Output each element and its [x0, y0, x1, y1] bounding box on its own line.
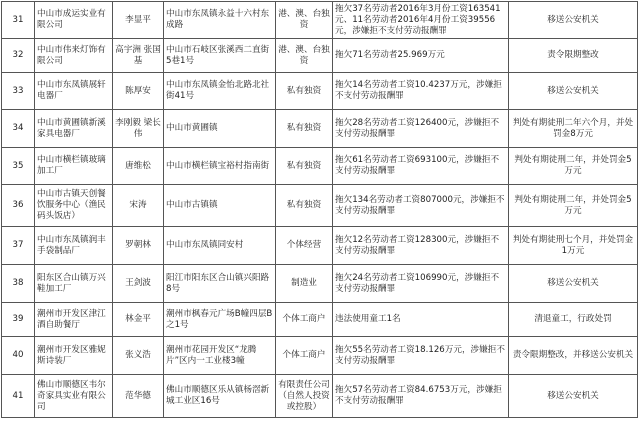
responsible-person: 罗朝林: [113, 227, 164, 265]
table-row: [2, 110, 638, 148]
responsible-person: 范华德: [113, 375, 164, 418]
company-name: 佛山市顺德区韦尔奇家具实业有限公司: [35, 375, 113, 418]
company-name: 中山市黄圃镇新溪家具电器厂: [35, 110, 113, 148]
row-number: 40: [2, 337, 35, 375]
handling-result: 判处有期徒刑二年六个月，并处罚金8万元: [509, 110, 638, 148]
table-row: [2, 73, 638, 110]
table-row: [2, 337, 638, 375]
violation-fact: 违法使用童工1名: [333, 303, 509, 337]
handling-result: 移送公安机关: [509, 2, 638, 39]
violation-fact: 拖欠71名劳动者25.969万元: [333, 39, 509, 73]
company-address: 潮州市枫春元广场B幢四层B之1号: [164, 303, 276, 337]
handling-result: 移送公安机关: [509, 73, 638, 110]
company-address: 中山市横栏镇宝裕村指南街: [164, 148, 276, 185]
violation-fact: 拖欠12名劳动者工资128300元，涉嫌拒不支付劳动报酬罪: [333, 227, 509, 265]
row-number: 37: [2, 227, 35, 265]
company-name: 中山市横栏镇玻璃加工厂: [35, 148, 113, 185]
table-row: [2, 375, 638, 418]
table-row: [2, 227, 638, 265]
company-address: 中山市东凤镇永益十六村东成路: [164, 2, 276, 39]
company-name: 中山市东凤镇润丰手袋制品厂: [35, 227, 113, 265]
company-name: 阳东区合山镇万兴鞋加工厂: [35, 265, 113, 303]
table-row: [2, 148, 638, 185]
company-address: 佛山市顺德区乐从镇杨滘新城工业区16号: [164, 375, 276, 418]
handling-result: 责令限期整改，并移送公安机关: [509, 337, 638, 375]
row-number: 36: [2, 185, 35, 227]
row-number: 33: [2, 73, 35, 110]
company-address: 中山市黄圃镇: [164, 110, 276, 148]
responsible-person: 李显平: [113, 2, 164, 39]
violation-fact: 拖欠55名劳动者工资18.126万元，涉嫌拒不支付劳动报酬罪: [333, 337, 509, 375]
company-address: 中山市东凤镇金怡北路北社街41号: [164, 73, 276, 110]
violation-fact: 拖欠61名劳动者工资693100元，涉嫌拒不支付劳动报酬罪: [333, 148, 509, 185]
responsible-person: 陈厚安: [113, 73, 164, 110]
violation-fact: 拖欠14名劳动者工资10.4237万元，涉嫌拒不支付劳动报酬罪: [333, 73, 509, 110]
row-number: 31: [2, 2, 35, 39]
table-body: [2, 2, 638, 418]
violation-fact: 拖欠28名劳动者工资126400元，涉嫌拒不支付劳动报酬罪: [333, 110, 509, 148]
company-address: 中山市东凤镇同安村: [164, 227, 276, 265]
table-row: [2, 39, 638, 73]
responsible-person: 李刚毅 梁长伟: [113, 110, 164, 148]
responsible-person: 张义浩: [113, 337, 164, 375]
responsible-person: 林金平: [113, 303, 164, 337]
handling-result: 责令限期整改: [509, 39, 638, 73]
responsible-person: 宋涛: [113, 185, 164, 227]
responsible-person: 唐维松: [113, 148, 164, 185]
table-row: [2, 2, 638, 39]
table-row: [2, 265, 638, 303]
company-name: 中山市伟来灯饰有限公司: [35, 39, 113, 73]
company-address: 阳江市阳东区合山镇兴阳路8号: [164, 265, 276, 303]
company-type: 私有独资: [276, 110, 333, 148]
table-row: [2, 303, 638, 337]
handling-result: 移送公安机关: [509, 375, 638, 418]
row-number: 32: [2, 39, 35, 73]
company-name: 潮州市开发区津江酒自助餐厅: [35, 303, 113, 337]
company-type: 港、澳、台独资: [276, 2, 333, 39]
handling-result: 清退童工，行政处罚: [509, 303, 638, 337]
responsible-person: 高宇洲 张国基: [113, 39, 164, 73]
responsible-person: 王剑波: [113, 265, 164, 303]
handling-result: 判处有期徒刑二年，并处罚金5万元: [509, 148, 638, 185]
company-address: 潮州市花园开发区“龙腾片”区内一工业楼3幢: [164, 337, 276, 375]
handling-result: 判处有期徒刑二年，并处罚金5万元: [509, 185, 638, 227]
company-type: 个体经营: [276, 227, 333, 265]
company-address: 中山市古镇镇: [164, 185, 276, 227]
row-number: 35: [2, 148, 35, 185]
company-type: 私有独资: [276, 73, 333, 110]
company-type: 私有独资: [276, 148, 333, 185]
document-page: [1, 1, 639, 424]
company-address: 中山市石岐区张溪西二直街5巷1号: [164, 39, 276, 73]
company-name: 中山市古镇天创餐饮服务中心（渔民码头饭店）: [35, 185, 113, 227]
violations-table: [1, 1, 638, 418]
violation-fact: 拖欠24名劳动者工资106990元，涉嫌拒不支付劳动报酬罪: [333, 265, 509, 303]
row-number: 39: [2, 303, 35, 337]
handling-result: 移送公安机关: [509, 265, 638, 303]
handling-result: 判处有期徒刑七个月，并处罚金1万元: [509, 227, 638, 265]
company-type: 个体工商户: [276, 337, 333, 375]
violation-fact: 拖欠37名劳动者2016年3月份工资163541元、11名劳动者2016年4月份工资39556元，涉嫌拒不支付劳动报酬罪: [333, 2, 509, 39]
company-name: 中山市成运实业有限公司: [35, 2, 113, 39]
company-type: 私有独资: [276, 185, 333, 227]
company-type: 制造业: [276, 265, 333, 303]
violation-fact: 拖欠134名劳动者工资807000元，涉嫌拒不支付劳动报酬罪: [333, 185, 509, 227]
company-type: 个体工商户: [276, 303, 333, 337]
row-number: 38: [2, 265, 35, 303]
company-name: 潮州市开发区雅妮斯诗装厂: [35, 337, 113, 375]
company-type: 港、澳、台独资: [276, 39, 333, 73]
violation-fact: 拖欠57名劳动者工资84.6753万元，涉嫌拒不支付劳动报酬罪: [333, 375, 509, 418]
row-number: 41: [2, 375, 35, 418]
company-name: 中山市东凤镇展轩电器厂: [35, 73, 113, 110]
company-type: 有限责任公司（自然人投资或控股）: [276, 375, 333, 418]
row-number: 34: [2, 110, 35, 148]
table-row: [2, 185, 638, 227]
